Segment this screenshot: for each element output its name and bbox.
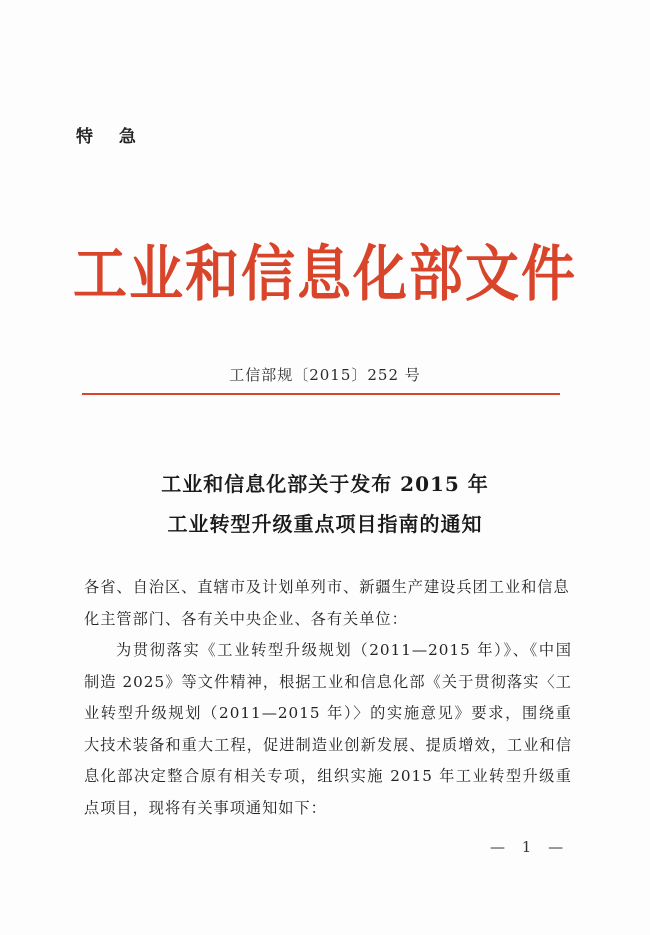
masthead-title: 工业和信息化部文件 [73, 238, 577, 309]
notice-title-line-2: 工业转型升级重点项目指南的通知 [167, 512, 483, 536]
addressee: 各省、自治区、直辖市及计划单列市、新疆生产建设兵团工业和信息化主管部门、各有关中央企业、各有关单位： [84, 578, 570, 628]
notice-title-line-1: 工业和信息化部关于发布 2015 年 [161, 472, 489, 496]
urgency-label: 特 急 [76, 127, 146, 147]
red-separator-line [82, 393, 560, 395]
document-number: 工信部规〔2015〕252 号 [229, 366, 421, 384]
page-number: — 1 — [490, 838, 570, 856]
body-paragraph: 为贯彻落实《工业转型升级规划（2011—2015 年）》、《中国制造 2025》等文件精神，根据工业和信息化部《关于贯彻落实〈工业转型升级规划（2011—2015 年）〉的实施意见》要求，围绕重大技术装备和重大工程，促进制造业创新发展、提质增效，工业和信息化部决定整合原有相关专项，组织实施 2015 年工业转型升级重点项目，现将有关事项通知如下： [84, 641, 572, 817]
